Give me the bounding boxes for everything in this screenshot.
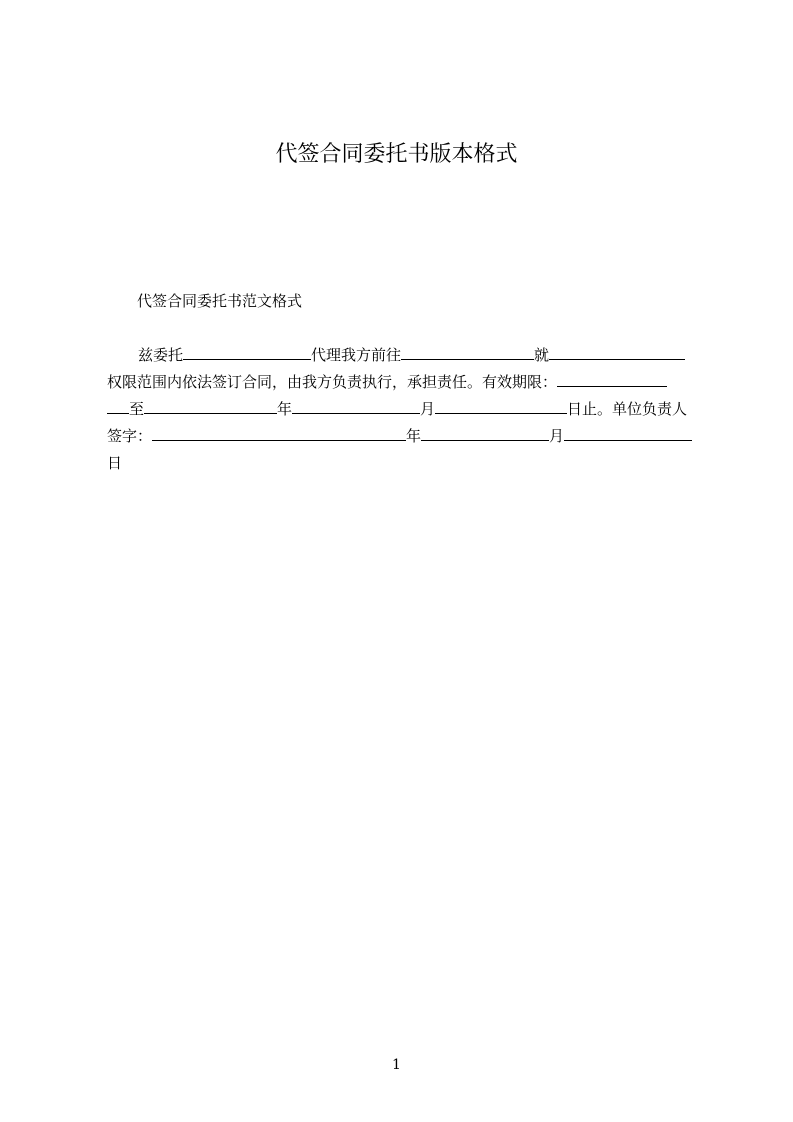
body-line-3 xyxy=(107,398,687,420)
text-sign-year: 年 xyxy=(406,427,422,445)
blank-entrusted-party[interactable] xyxy=(183,344,311,360)
blank-end-day[interactable] xyxy=(435,398,567,414)
text-day-end-responsible: 日止。单位负责人 xyxy=(567,400,688,418)
blank-end-month[interactable] xyxy=(292,398,420,414)
text-sign-day: 日 xyxy=(107,454,123,472)
text-entrust: 兹委托 xyxy=(138,346,184,364)
blank-destination[interactable] xyxy=(401,344,534,360)
text-to: 至 xyxy=(129,400,145,418)
text-signature: 签字： xyxy=(107,427,153,445)
blank-signature[interactable] xyxy=(152,425,406,441)
blank-validity-start-cont[interactable] xyxy=(107,398,129,414)
blank-matter[interactable] xyxy=(549,344,685,360)
text-regarding: 就 xyxy=(534,346,550,364)
text-agent-go: 代理我方前往 xyxy=(311,346,402,364)
body-line-2 xyxy=(107,371,667,393)
body-line-5 xyxy=(107,452,122,474)
blank-end-year[interactable] xyxy=(144,398,277,414)
body-line-1 xyxy=(138,344,685,366)
blank-sign-day[interactable] xyxy=(564,425,692,441)
text-sign-month: 月 xyxy=(549,427,565,445)
body-line-4 xyxy=(107,425,692,447)
blank-sign-month[interactable] xyxy=(421,425,549,441)
document-subtitle: 代签合同委托书范文格式 xyxy=(137,292,303,310)
text-year: 年 xyxy=(277,400,293,418)
page-number: 1 xyxy=(392,1057,401,1073)
blank-validity-start[interactable] xyxy=(557,371,667,387)
document-title: 代签合同委托书版本格式 xyxy=(275,142,518,167)
text-scope-validity: 权限范围内依法签订合同，由我方负责执行，承担责任。有效期限： xyxy=(107,373,558,391)
text-month: 月 xyxy=(420,400,436,418)
